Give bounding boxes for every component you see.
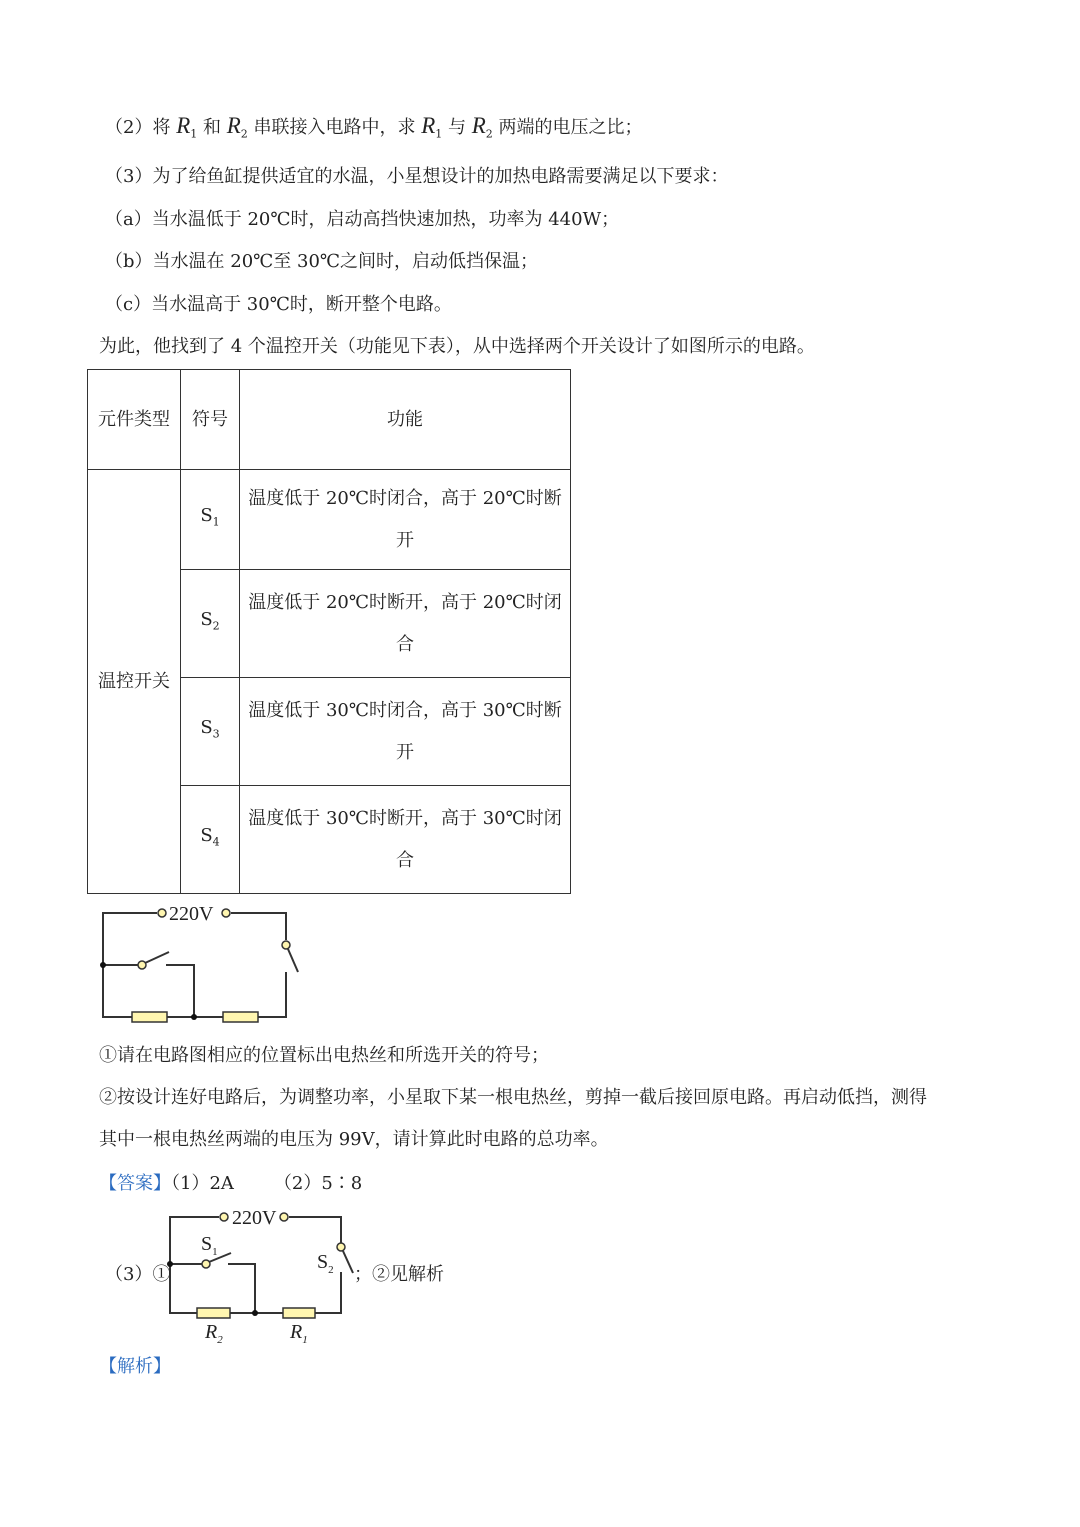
question-3: （3）为了给鱼缸提供适宜的水温，小星想设计的加热电路需要满足以下要求： [105, 166, 729, 187]
requirement-b: （b）当水温在 20℃至 30℃之间时，启动低挡保温； [105, 251, 539, 272]
answer-voltage-label: 220V [232, 1207, 277, 1229]
answer-part-3: （3）① [105, 1264, 171, 1285]
symbol-cell: $S_1$ [181, 470, 240, 570]
label-s2: $S_2$ [317, 1251, 334, 1276]
label-s1: $S_1$ [201, 1233, 218, 1258]
answer-line: 【答案】（1）2A （2）5∶8 [99, 1173, 363, 1194]
symbol-cell: $S_4$ [181, 786, 240, 894]
answer-tag: 【答案】 [99, 1173, 171, 1194]
header-type: 元件类型 [88, 370, 181, 470]
requirement-c: （c）当水温高于 30℃时，断开整个电路。 [105, 294, 452, 315]
header-symbol: 符号 [181, 370, 240, 470]
function-cell: 温度低于 30℃时闭合，高于 30℃时断开 [240, 678, 571, 786]
function-cell: 温度低于 30℃时断开，高于 30℃时闭合 [240, 786, 571, 894]
symbol-cell: $S_3$ [181, 678, 240, 786]
requirement-a: （a）当水温低于 20℃时，启动高挡快速加热，功率为 440W； [105, 209, 620, 230]
task-2-line-2: 其中一根电热丝两端的电压为 99V，请计算此时电路的总功率。 [99, 1129, 609, 1150]
symbol-cell: $S_2$ [181, 570, 240, 678]
analysis-tag: 【解析】 [99, 1356, 171, 1377]
question-2: （2）将 $R_1$ 和 $R_2$ 串联接入电路中，求 $R_1$ 与 $R_2$ 两端的电压之比； [105, 113, 643, 141]
label-r1: $R_1$ [290, 1321, 308, 1346]
intro-text: 为此，他找到了 4 个温控开关（功能见下表），从中选择两个开关设计了如图所示的电路。 [99, 336, 815, 357]
function-cell: 温度低于 20℃时闭合，高于 20℃时断开 [240, 470, 571, 570]
question-circuit [103, 913, 298, 1017]
header-function: 功能 [240, 370, 571, 470]
answer-part-3b: ；②见解析 [354, 1264, 444, 1285]
task-1: ①请在电路图相应的位置标出电热丝和所选开关的符号； [99, 1045, 549, 1066]
group-cell: 温控开关 [88, 470, 181, 894]
voltage-label: 220V [169, 903, 214, 925]
label-r2: $R_2$ [205, 1321, 223, 1346]
task-2-line-1: ②按设计连好电路后，为调整功率，小星取下某一根电热丝，剪掉一截后接回原电路。再启动低挡，测得 [99, 1087, 927, 1108]
function-cell: 温度低于 20℃时断开，高于 20℃时闭合 [240, 570, 571, 678]
